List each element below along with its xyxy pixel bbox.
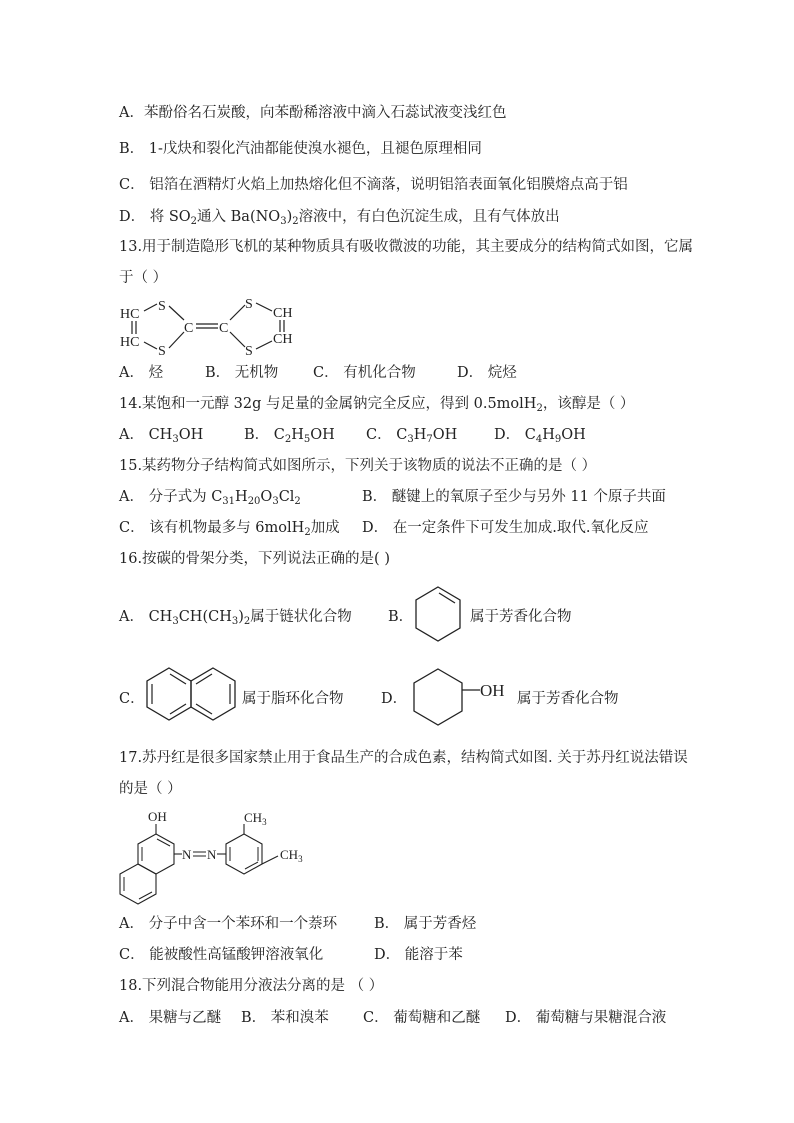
q17-option-b: B． 属于芳香烃 — [374, 916, 477, 932]
svg-text:OH: OH — [148, 809, 167, 824]
cyclohexanol-structure — [410, 665, 514, 735]
q17-option-a: A． 分子中含一个苯环和一个萘环 — [119, 916, 338, 932]
q13-option-b: B． 无机物 — [205, 365, 279, 381]
svg-text:S: S — [245, 344, 253, 359]
q17-stem-line1: 17.苏丹红是很多国家禁止用于食品生产的合成色素，结构简式如图. 关于苏丹红说法错误 — [119, 750, 688, 766]
q15-option-b: B． 醚键上的氧原子至少与另外 11 个原子共面 — [362, 489, 666, 505]
svg-text:HC: HC — [120, 307, 140, 322]
option-d-q12: D． 将 $SO_2$通入 $Ba(NO_3)_2$溶液中，有白色沉淀生成，且有气体放出 — [119, 209, 560, 227]
q17-stem-line2: 的是（ ） — [119, 781, 182, 797]
q15-option-a: A． 分子式为 $C_{31}H_{20}O_3Cl_2$ — [119, 489, 301, 507]
svg-text:CH3: $CH_3$ — [244, 810, 267, 827]
option-c-q12: C． 铝箔在酒精灯火焰上加热熔化但不滴落，说明铝箔表面氧化铝膜熔点高于铝 — [119, 177, 628, 193]
q16-option-a: A． $CH_3CH(CH_3)_2$属于链状化合物 — [119, 609, 352, 627]
svg-text:CH: CH — [273, 306, 293, 321]
svg-text:CH: CH — [273, 332, 293, 347]
q16-option-c-text: 属于脂环化合物 — [242, 691, 344, 707]
q16-option-b-text: 属于芳香化合物 — [470, 609, 572, 625]
q16-option-b-label: B． — [388, 609, 414, 625]
q13-option-a: A． 烃 — [119, 365, 164, 381]
q15-stem: 15.某药物分子结构简式如图所示，下列关于该物质的说法不正确的是（ ） — [119, 458, 597, 474]
q13-stem-line2: 于（ ） — [119, 270, 168, 286]
q17-option-c: C． 能被酸性高锰酸钾溶液氧化 — [119, 947, 324, 963]
q18-option-a: A． 果糖与乙醚 — [119, 1010, 222, 1026]
q16-option-d-label: D． — [381, 691, 408, 707]
q14-stem: 14.某饱和一元醇 32g 与足量的金属钠完全反应，得到 0.5molH$_2$，该醇是（ ） — [119, 396, 635, 414]
svg-text:S: S — [158, 299, 166, 314]
sudan-red-structure — [118, 805, 328, 905]
naphthalene-structure — [143, 663, 239, 727]
q16-option-c-label: C． — [119, 691, 145, 707]
svg-text:OH: OH — [480, 681, 505, 700]
q16-option-d-text: 属于芳香化合物 — [517, 691, 619, 707]
option-b-q12: B． 1-戊炔和裂化汽油都能使溴水褪色，且褪色原理相同 — [119, 141, 482, 157]
q18-stem: 18.下列混合物能用分液法分离的是 （ ） — [119, 978, 384, 994]
q18-option-d: D． 葡萄糖与果糖混合液 — [505, 1010, 667, 1026]
q14-option-b: B． $C_2H_5OH$ — [244, 427, 335, 445]
svg-text:C: C — [219, 321, 229, 336]
cyclohexene-structure — [412, 583, 464, 648]
svg-text:N: N — [207, 847, 217, 862]
q17-option-d: D． 能溶于苯 — [374, 947, 463, 963]
q15-option-d: D． 在一定条件下可发生加成.取代.氧化反应 — [362, 520, 649, 536]
svg-text:HC: HC — [120, 335, 140, 350]
q13-option-c: C． 有机化合物 — [313, 365, 416, 381]
q13-structure-diagram — [118, 292, 308, 362]
svg-text:N: N — [182, 847, 192, 862]
q18-option-c: C． 葡萄糖和乙醚 — [363, 1010, 481, 1026]
svg-text:S: S — [158, 344, 166, 359]
svg-text:CH3: $CH_3$ — [280, 847, 303, 864]
q13-stem-line1: 13.用于制造隐形飞机的某种物质具有吸收微波的功能，其主要成分的结构简式如图，它属 — [119, 239, 694, 255]
svg-text:C: C — [184, 321, 194, 336]
q16-stem: 16.按碳的骨架分类，下列说法正确的是( ) — [119, 551, 390, 567]
svg-text:S: S — [245, 297, 253, 312]
q13-option-d: D． 烷烃 — [457, 365, 517, 381]
q14-option-a: A． $CH_3OH$ — [119, 427, 204, 445]
q15-option-c: C． 该有机物最多与 6molH$_2$加成 — [119, 520, 340, 538]
q14-option-c: C． $C_3H_7OH$ — [366, 427, 458, 445]
q14-option-d: D． $C_4H_9OH$ — [494, 427, 586, 445]
q18-option-b: B． 苯和溴苯 — [241, 1010, 329, 1026]
option-a-q12: A．苯酚俗名石炭酸，向苯酚稀溶液中滴入石蕊试液变浅红色 — [119, 105, 507, 121]
